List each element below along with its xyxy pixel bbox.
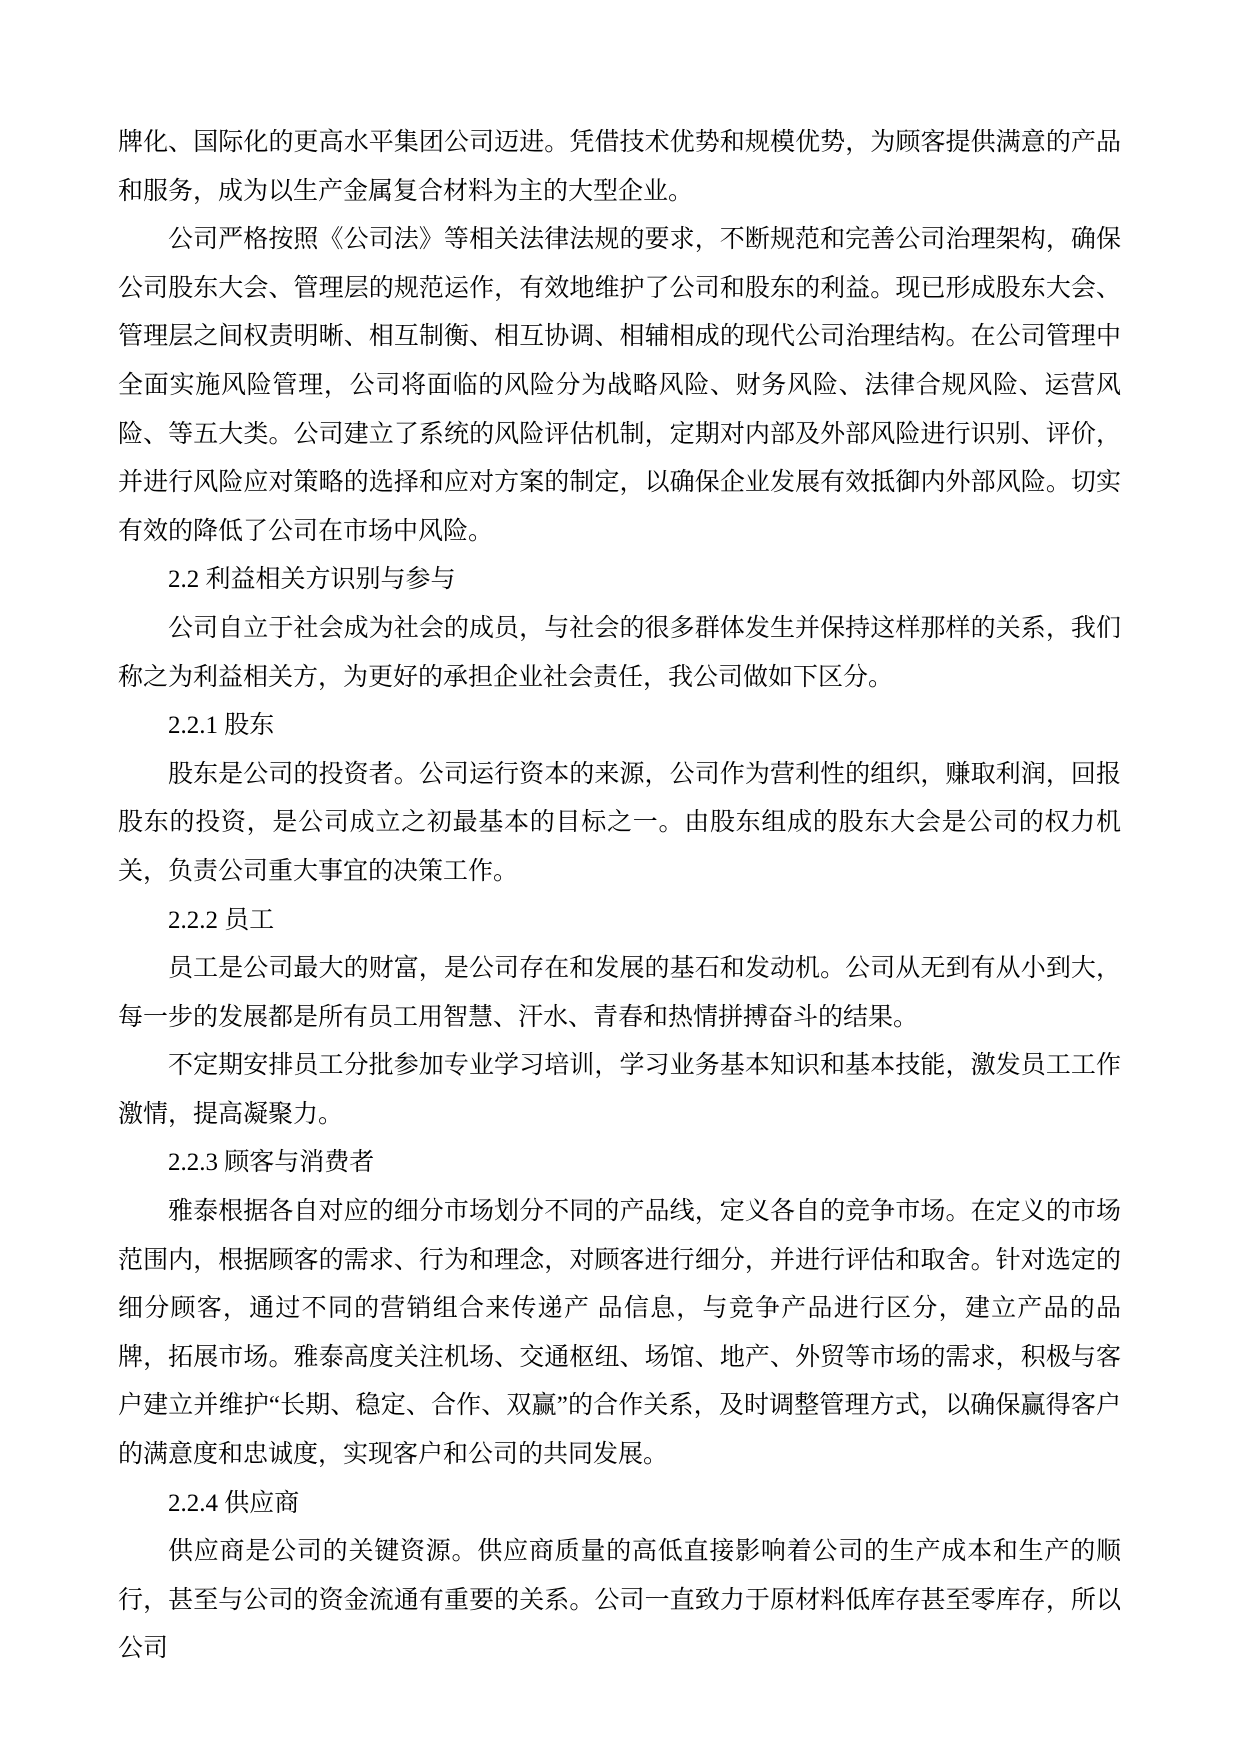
heading-2-2-3-customers: 2.2.3 顾客与消费者 <box>168 1149 375 1177</box>
paragraph-suppliers: 供应商是公司的关键资源。供应商质量的高低直接影响着公司的生产成本和生产的顺行，甚至与公司的资金流通有重要的关系。公司一直致力于原材料低库存甚至零库存，所以公司 <box>118 1538 1121 1663</box>
paragraph-shareholders: 股东是公司的投资者。公司运行资本的来源，公司作为营利性的组织，赚取利润，回报股东的投资，是公司成立之初最基本的目标之一。由股东组成的股东大会是公司的权力机关，负责公司重大事宜的决策工作。 <box>118 760 1121 885</box>
paragraph-governance: 公司严格按照《公司法》等相关法律法规的要求，不断规范和完善公司治理架构，确保公司股东大会、管理层的规范运作，有效地维护了公司和股东的利益。现已形成股东大会、管理层之间权责明晰、相互制衡、相互协调、相辅相成的现代公司治理结构。在公司管理中全面实施风险管理，公司将面临的风险分为战略风险、财务风险、法律合规风险、运营风险、等五大类。公司建立了系统的风险评估机制，定期对内部及外部风险进行识别、评价，并进行风险应对策略的选择和应对方案的制定，以确保企业发展有效抵御内外部风险。切实有效的降低了公司在市场中风险。 <box>118 226 1121 545</box>
document-content <box>118 119 1121 1674</box>
paragraph-customers: 雅泰根据各自对应的细分市场划分不同的产品线，定义各自的竞争市场。在定义的市场范围内，根据顾客的需求、行为和理念，对顾客进行细分，并进行评估和取舍。针对选定的细分顾客，通过不同的营销组合来传递产 品信息，与竞争产品进行区分，建立产品的品牌，拓展市场。雅泰高度关注机场、交通枢纽、场馆、地产、外贸等市场的需求，积极与客户建立并维护“长期、稳定、合作、双赢”的合作关系，及时调整管理方式，以确保赢得客户的满意度和忠诚度，实现客户和公司的共同发展。 <box>118 1198 1121 1469</box>
heading-2-2-2-employees: 2.2.2 员工 <box>168 906 275 934</box>
heading-2-2-1-shareholders: 2.2.1 股东 <box>168 712 275 740</box>
paragraph-stakeholders: 公司自立于社会成为社会的成员，与社会的很多群体发生并保持这样那样的关系，我们称之为利益相关方，为更好的承担企业社会责任，我公司做如下区分。 <box>118 614 1121 691</box>
paragraph-continuation: 牌化、国际化的更高水平集团公司迈进。凭借技术优势和规模优势，为顾客提供满意的产品和服务，成为以生产金属复合材料为主的大型企业。 <box>118 129 1121 205</box>
heading-2-2-4-suppliers: 2.2.4 供应商 <box>168 1489 300 1517</box>
paragraph-employees-1: 员工是公司最大的财富，是公司存在和发展的基石和发动机。公司从无到有从小到大，每一步的发展都是所有员工用智慧、汗水、青春和热情拼搏奋斗的结果。 <box>118 955 1121 1031</box>
heading-2-2-stakeholder-identification: 2.2 利益相关方识别与参与 <box>168 566 456 594</box>
paragraph-employees-2: 不定期安排员工分批参加专业学习培训，学习业务基本知识和基本技能，激发员工工作激情，提高凝聚力。 <box>118 1052 1121 1128</box>
